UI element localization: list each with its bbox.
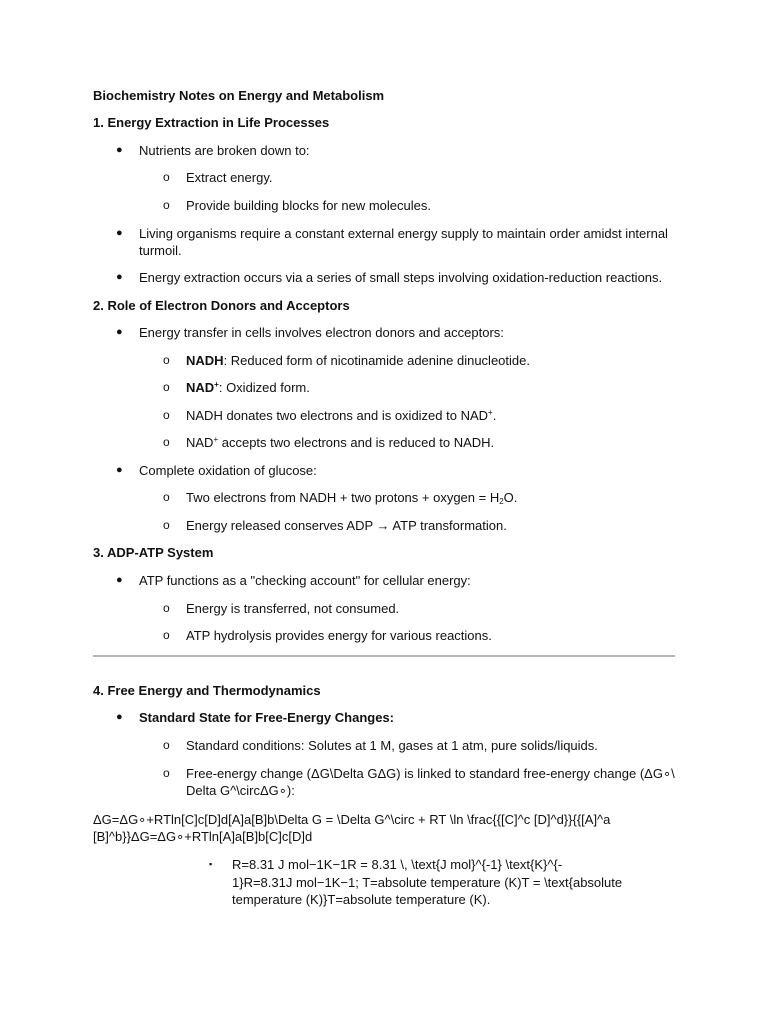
section-1-heading: 1. Energy Extraction in Life Processes — [93, 115, 330, 130]
plus-superscript: + — [488, 408, 493, 417]
s4-sub-free-energy-line2: Delta G^\circΔG∘): — [186, 783, 295, 798]
two-electrons-text: Two electrons from NADH + two protons + oxygen = H — [186, 490, 500, 505]
s2-sub-nadh-donates — [186, 407, 496, 424]
bullet-marker: ● — [116, 227, 123, 239]
section-4-heading: 4. Free Energy and Thermodynamics — [93, 683, 321, 698]
circle-marker: o — [163, 408, 170, 422]
document-title: Biochemistry Notes on Energy and Metabolism — [93, 88, 385, 103]
circle-marker: o — [163, 766, 170, 780]
nadh-term: NADH — [186, 353, 224, 368]
bullet-marker: ● — [116, 464, 123, 476]
nadh-donates-text: NADH donates two electrons and is oxidized to NAD — [186, 408, 489, 423]
circle-marker: o — [163, 198, 170, 212]
circle-marker: o — [163, 490, 170, 504]
oxygen-o: O. — [503, 490, 518, 505]
s1-bullet-living-organisms-line1: Living organisms require a constant external energy supply to maintain order amidst internal — [139, 226, 668, 241]
equation-line2: [B]^b}}ΔG=ΔG∘+RTln[A]a[B]b[C]c[D]d — [93, 829, 313, 844]
bullet-marker: ● — [116, 144, 123, 156]
s1-bullet-energy-extraction: Energy extraction occurs via a series of small steps involving oxidation-reduction reactions. — [139, 270, 663, 285]
bullet-marker: ● — [116, 711, 123, 723]
bullet-marker: ● — [116, 326, 123, 338]
circle-marker: o — [163, 518, 170, 532]
gas-constant-line2: 1}R=8.31J mol−1K−1; T=absolute temperature (K)T = \text{absolute — [232, 875, 623, 890]
nadh-definition: : Reduced form of nicotinamide adenine dinucleotide. — [223, 353, 530, 368]
equation-line1: ΔG=ΔG∘+RTln[C]c[D]d[A]a[B]b\Delta G = \Delta G^\circ + RT \ln \frac{{[C]^c [D]^d}}{{[A]^a — [93, 812, 611, 827]
circle-marker: o — [163, 353, 170, 367]
circle-marker: o — [163, 628, 170, 642]
circle-marker: o — [163, 738, 170, 752]
s2-sub-nad-accepts — [186, 434, 494, 451]
s1-bullet-living-organisms-line2: turmoil. — [139, 243, 182, 258]
circle-marker: o — [163, 170, 170, 184]
s4-bullet-standard-state: Standard State for Free-Energy Changes: — [139, 710, 394, 725]
square-marker: ▪ — [209, 859, 213, 869]
s2-sub-two-electrons — [186, 489, 517, 506]
s1-bullet-nutrients: Nutrients are broken down to: — [139, 143, 310, 158]
period: . — [492, 408, 497, 423]
s2-sub-nadh-definition — [186, 352, 530, 369]
circle-marker: o — [163, 601, 170, 615]
circle-marker: o — [163, 380, 170, 394]
plus-superscript: + — [213, 435, 219, 444]
nad-accepts-text: accepts two electrons and is reduced to NADH. — [218, 435, 495, 450]
horizontal-rule — [93, 655, 675, 657]
s1-sub-extract-energy: Extract energy. — [186, 170, 273, 185]
s4-sub-free-energy-line1: Free-energy change (ΔG\Delta GΔG) is linked to standard free-energy change (ΔG∘\ — [186, 766, 675, 781]
s1-sub-building-blocks: Provide building blocks for new molecules. — [186, 198, 431, 213]
nad-plus-superscript: + — [214, 380, 219, 389]
s2-sub-nad-definition — [186, 379, 310, 396]
gas-constant-line3: temperature (K)}T=absolute temperature (K). — [232, 892, 491, 907]
gas-constant-line1: R=8.31 J mol−1K−1R = 8.31 \, \text{J mol}^{-1} \text{K}^{- — [232, 857, 563, 872]
bullet-marker: ● — [116, 271, 123, 283]
bullet-marker: ● — [116, 574, 123, 586]
s2-sub-energy-released: Energy released conserves ADP → ATP transformation. — [186, 518, 507, 533]
s2-bullet-energy-transfer: Energy transfer in cells involves electron donors and acceptors: — [139, 325, 504, 340]
nad-term-text: NAD — [186, 380, 215, 395]
s3-sub-atp-hydrolysis: ATP hydrolysis provides energy for various reactions. — [186, 628, 492, 643]
nad-definition: : Oxidized form. — [218, 380, 310, 395]
section-3-heading: 3. ADP-ATP System — [93, 545, 214, 560]
section-2-heading: 2. Role of Electron Donors and Acceptors — [93, 298, 350, 313]
circle-marker: o — [163, 435, 170, 449]
s2-bullet-glucose-oxidation: Complete oxidation of glucose: — [139, 463, 317, 478]
s3-sub-energy-transferred: Energy is transferred, not consumed. — [186, 601, 400, 616]
s4-sub-standard-conditions: Standard conditions: Solutes at 1 M, gases at 1 atm, pure solids/liquids. — [186, 738, 598, 753]
nad-term — [186, 380, 219, 395]
nad-text: NAD — [186, 435, 214, 450]
s3-bullet-atp-checking: ATP functions as a "checking account" for cellular energy: — [139, 573, 471, 588]
subscript-two: 2 — [499, 497, 504, 506]
